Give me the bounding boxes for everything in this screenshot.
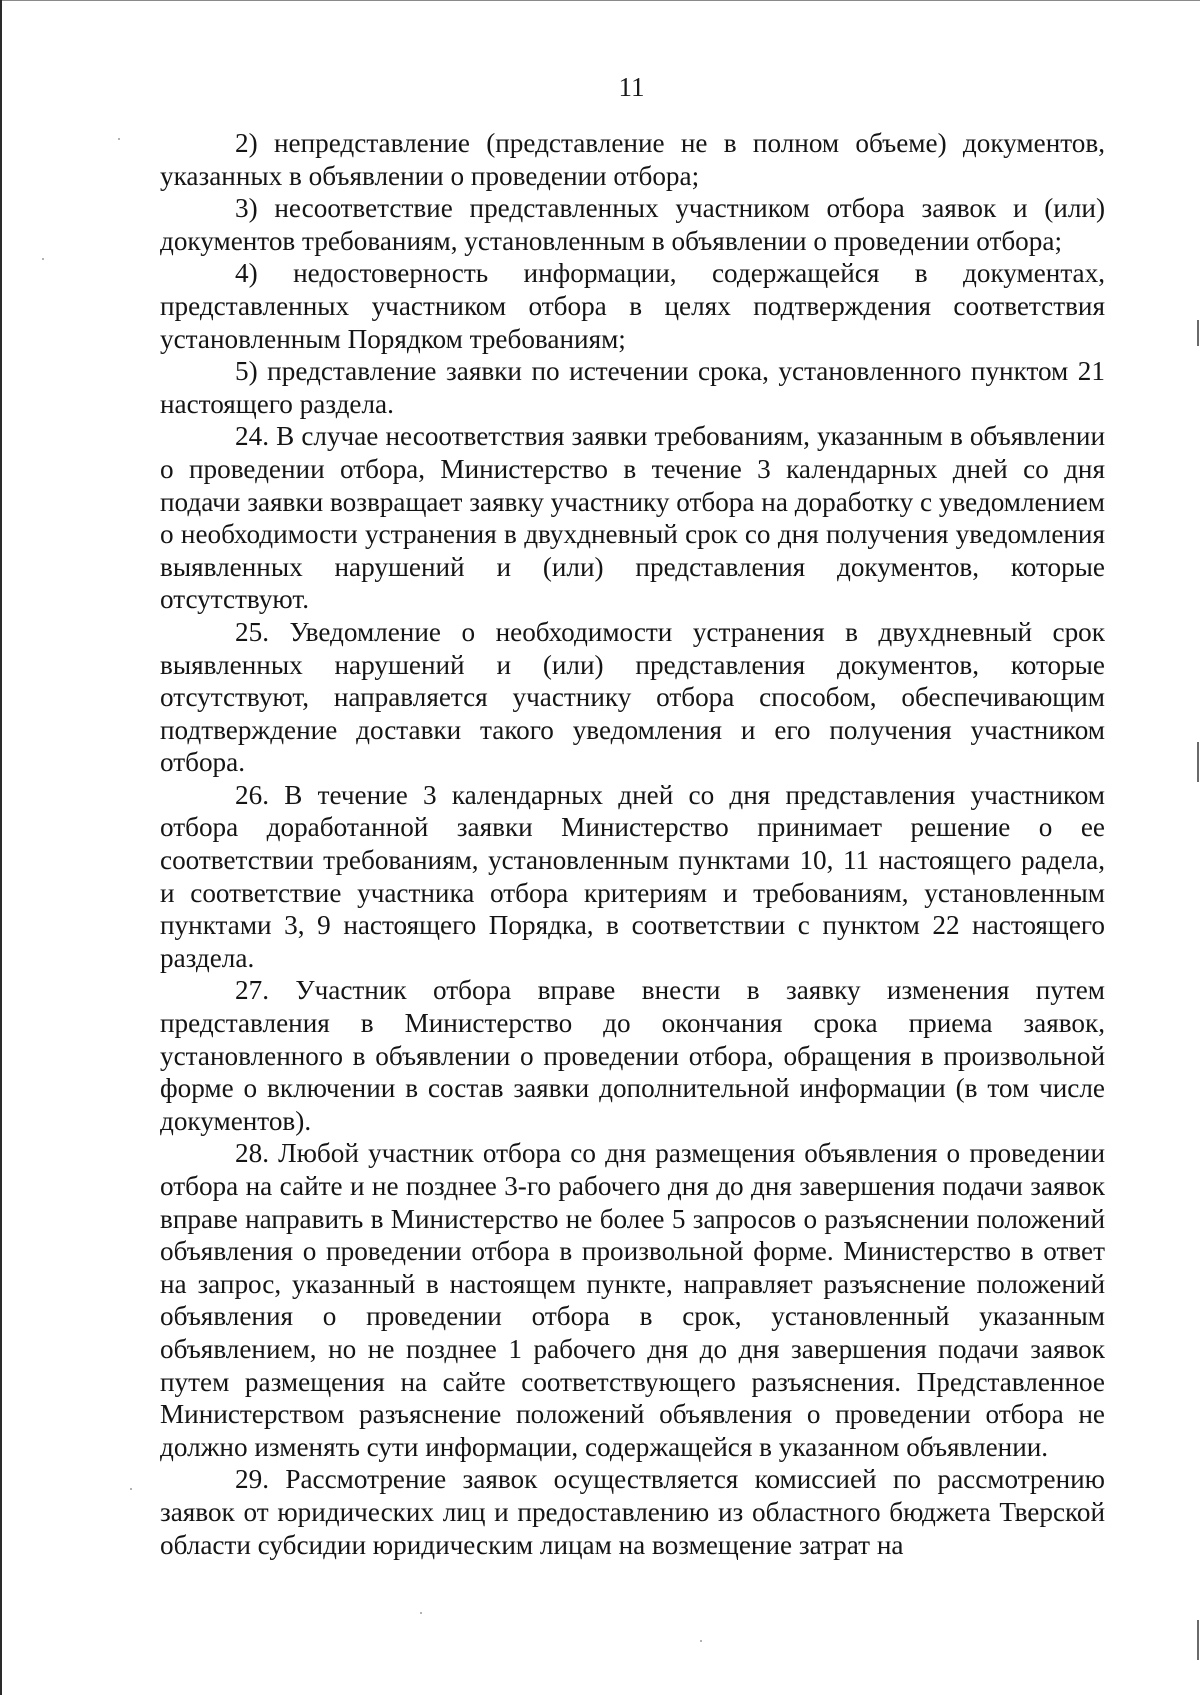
- scan-speck: [700, 1640, 702, 1642]
- paragraph-clause-27: 27. Участник отбора вправе внести в заявку изменения путем представления в Министерство до окончания срока приема заявок, установленного в объявлении о проведении отбора, обращения в произвольной форме о включении в состав заявки дополнительной информации (в том числе документов).: [160, 975, 1105, 1136]
- paragraph-item-2: 2) непредставление (представление не в полном объеме) документов, указанных в объявлении о проведении отбора;: [160, 128, 1105, 191]
- scan-edge-mark: [1197, 742, 1199, 782]
- paragraph-item-4: 4) недостоверность информации, содержащейся в документах, представленных участником отбора в целях подтверждения соответствия установленным Порядком требованиям;: [160, 258, 1105, 354]
- page-number: 11: [618, 72, 645, 102]
- paragraph-item-5: 5) представление заявки по истечении срока, установленного пунктом 21 настоящего раздела.: [160, 356, 1105, 419]
- paragraph-clause-29: 29. Рассмотрение заявок осуществляется комиссией по рассмотрению заявок от юридических лиц и предоставлению из областного бюджета Тверской области субсидии юридическим лицам на возмещение затрат на: [160, 1464, 1105, 1560]
- scan-top-edge: [0, 0, 1200, 1]
- paragraph-item-3: 3) несоответствие представленных участником отбора заявок и (или) документов требованиям, установленным в объявлении о проведении отбора;: [160, 193, 1105, 256]
- scan-edge-mark: [1197, 1620, 1199, 1660]
- paragraph-clause-26: 26. В течение 3 календарных дней со дня представления участником отбора доработанной заявки Министерство принимает решение о ее соответствии требованиям, установленным пунктами 10, 11 настоящего радела, и соответствие участника отбора критериям и требованиям, установленным пунктами 3, 9 настоящего Порядка, в соответствии с пунктом 22 настоящего раздела.: [160, 779, 1105, 973]
- scan-left-edge: [0, 0, 2, 1695]
- scan-speck: [420, 1612, 422, 1614]
- scan-speck: [118, 138, 120, 140]
- paragraph-clause-24: 24. В случае несоответствия заявки требованиям, указанным в объявлении о проведении отбора, Министерство в течение 3 календарных дней со дня подачи заявки возвращает заявку участнику отбора на доработку с уведомлением о необходимости устранения в двухдневный срок со дня получения уведомления выявленных нарушений и (или) представления документов, которые отсутствуют.: [160, 421, 1105, 615]
- paragraph-clause-25: 25. Уведомление о необходимости устранения в двухдневный срок выявленных нарушений и (или) представления документов, которые отсутствуют, направляется участнику отбора способом, обеспечивающим подтверждение доставки такого уведомления и его получения участником отбора.: [160, 616, 1105, 778]
- document-body: [160, 127, 1105, 1561]
- scan-speck: [130, 1488, 132, 1490]
- paragraph-clause-28: 28. Любой участник отбора со дня размещения объявления о проведении отбора на сайте и не позднее 3-го рабочего дня до дня завершения подачи заявок вправе направить в Министерство не более 5 запросов о разъяснении положений объявления о проведении отбора в произвольной форме. Министерство в ответ на запрос, указанный в настоящем пункте, направляет разъяснение положений объявления о проведении отбора в срок, установленный указанным объявлением, но не позднее 1 рабочего дня до дня завершения подачи заявок путем размещения на сайте соответствующего разъяснения. Представленное Министерством разъяснение положений объявления о проведении отбора не должно изменять сути информации, содержащейся в указанном объявлении.: [160, 1138, 1105, 1462]
- scan-speck: [42, 258, 44, 260]
- scan-edge-mark: [1197, 320, 1199, 346]
